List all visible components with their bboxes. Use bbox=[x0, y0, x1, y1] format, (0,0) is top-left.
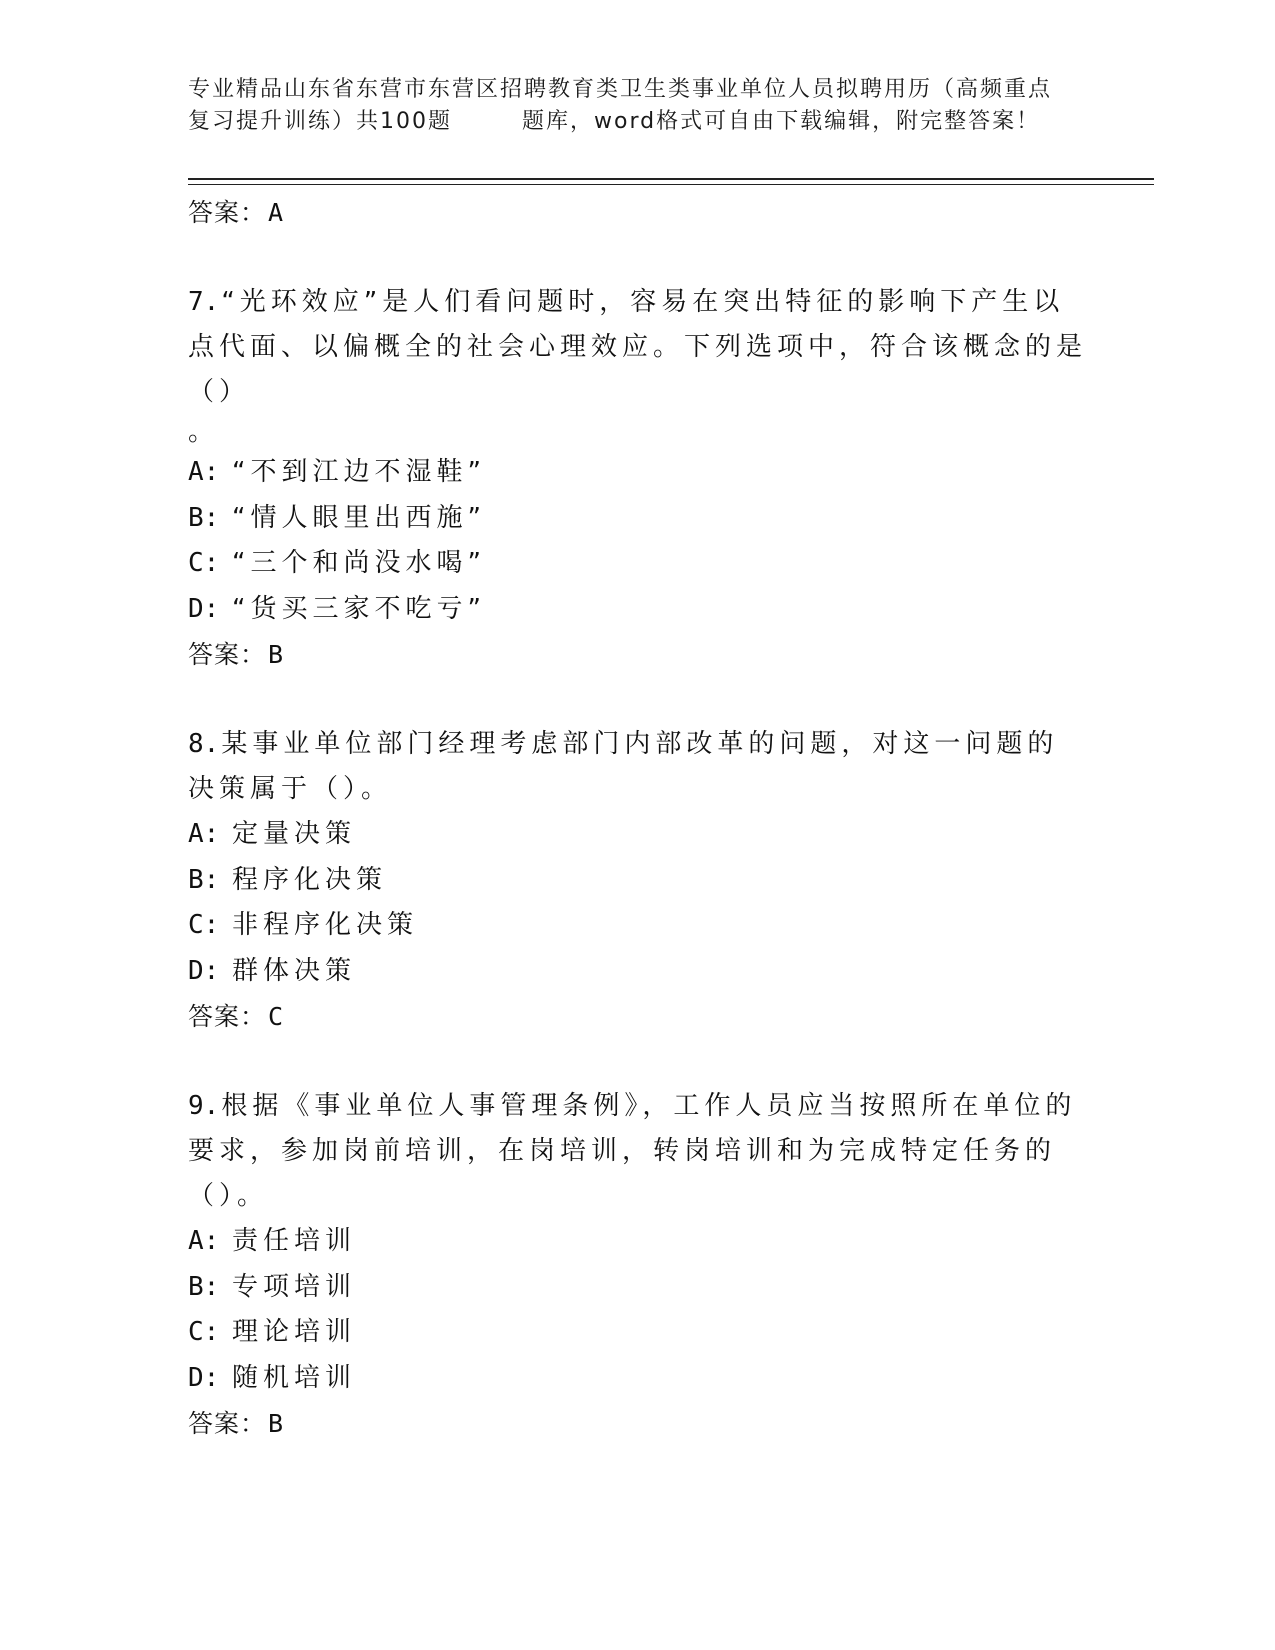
answer-line bbox=[188, 632, 1088, 678]
option-text: “情人眼里出西施” bbox=[232, 502, 486, 533]
option-letter: C: bbox=[188, 548, 220, 578]
page-header bbox=[188, 74, 1088, 138]
option-a bbox=[188, 450, 1088, 496]
option-letter: C: bbox=[188, 1317, 220, 1347]
question-text: “光环效应”是人们看问题时，容易在突出特征的影响下产生以点代面、以偏概全的社会心理效应。下列选项中，符合该概念的是（） bbox=[188, 287, 1088, 407]
option-text: 群体决策 bbox=[232, 955, 357, 986]
question-number: 8. bbox=[188, 729, 220, 759]
option-c bbox=[188, 541, 1088, 587]
document-body bbox=[188, 190, 1088, 1447]
option-b bbox=[188, 858, 1088, 904]
option-text: “不到江边不湿鞋” bbox=[232, 457, 486, 487]
option-c bbox=[188, 1310, 1088, 1356]
answer-label: 答案： bbox=[188, 640, 267, 669]
option-a bbox=[188, 1219, 1088, 1265]
option-text: 专项培训 bbox=[232, 1271, 357, 1302]
header-divider-thick bbox=[188, 178, 1154, 180]
option-letter: D: bbox=[188, 955, 220, 986]
question-8 bbox=[188, 722, 1088, 1040]
question-number: 7. bbox=[188, 287, 220, 317]
header-line-2-left: 复习提升训练）共100题 bbox=[188, 109, 452, 134]
question-text: 根据《事业单位人事管理条例》，工作人员应当按照所在单位的要求，参加岗前培训，在岗培训，转岗培训和为完成特定任务的（）。 bbox=[188, 1091, 1077, 1211]
option-letter: D: bbox=[188, 1362, 220, 1393]
option-text: 责任培训 bbox=[232, 1226, 357, 1256]
option-b bbox=[188, 496, 1088, 542]
option-text: 非程序化决策 bbox=[232, 910, 419, 940]
answer-label: 答案： bbox=[188, 1002, 267, 1031]
answer-value: C bbox=[268, 1002, 285, 1031]
option-text: 随机培训 bbox=[232, 1362, 357, 1393]
option-d bbox=[188, 1356, 1088, 1402]
option-c bbox=[188, 903, 1088, 949]
option-b bbox=[188, 1265, 1088, 1311]
answer-value: B bbox=[268, 640, 285, 669]
question-text: 某事业单位部门经理考虑部门内部改革的问题，对这一问题的决策属于（）。 bbox=[188, 729, 1059, 804]
option-text: “货买三家不吃亏” bbox=[232, 593, 486, 624]
header-line-2 bbox=[188, 106, 1088, 138]
option-letter: B: bbox=[188, 502, 220, 533]
answer-value: B bbox=[268, 1409, 285, 1438]
answer-label: 答案： bbox=[188, 198, 267, 227]
header-line-2-right: 题库，word格式可自由下载编辑，附完整答案！ bbox=[522, 109, 1041, 134]
option-letter: B: bbox=[188, 864, 220, 895]
option-text: 程序化决策 bbox=[232, 864, 388, 895]
option-letter: C: bbox=[188, 910, 220, 940]
answer-line bbox=[188, 994, 1088, 1040]
question-7 bbox=[188, 280, 1088, 678]
answer-line bbox=[188, 1401, 1088, 1447]
option-text: “三个和尚没水喝” bbox=[232, 548, 486, 578]
question-stem bbox=[188, 1084, 1088, 1219]
answer-value: A bbox=[268, 198, 285, 227]
option-letter: A: bbox=[188, 1226, 220, 1256]
option-text: 理论培训 bbox=[232, 1317, 357, 1347]
option-d bbox=[188, 949, 1088, 995]
option-letter: B: bbox=[188, 1271, 220, 1302]
header-line-1: 专业精品山东省东营市东营区招聘教育类卫生类事业单位人员拟聘用历（高频重点 bbox=[188, 77, 1053, 102]
question-stem-tail: 。 bbox=[188, 417, 215, 447]
option-a bbox=[188, 812, 1088, 858]
option-letter: A: bbox=[188, 457, 220, 487]
question-number: 9. bbox=[188, 1091, 220, 1121]
option-text: 定量决策 bbox=[232, 819, 357, 849]
option-d bbox=[188, 587, 1088, 633]
question-9 bbox=[188, 1084, 1088, 1447]
answer-label: 答案： bbox=[188, 1409, 267, 1438]
option-letter: D: bbox=[188, 593, 220, 624]
question-stem bbox=[188, 280, 1088, 415]
option-letter: A: bbox=[188, 819, 220, 849]
answer-line bbox=[188, 190, 1088, 236]
question-stem bbox=[188, 722, 1088, 812]
header-divider-thin bbox=[188, 184, 1154, 185]
